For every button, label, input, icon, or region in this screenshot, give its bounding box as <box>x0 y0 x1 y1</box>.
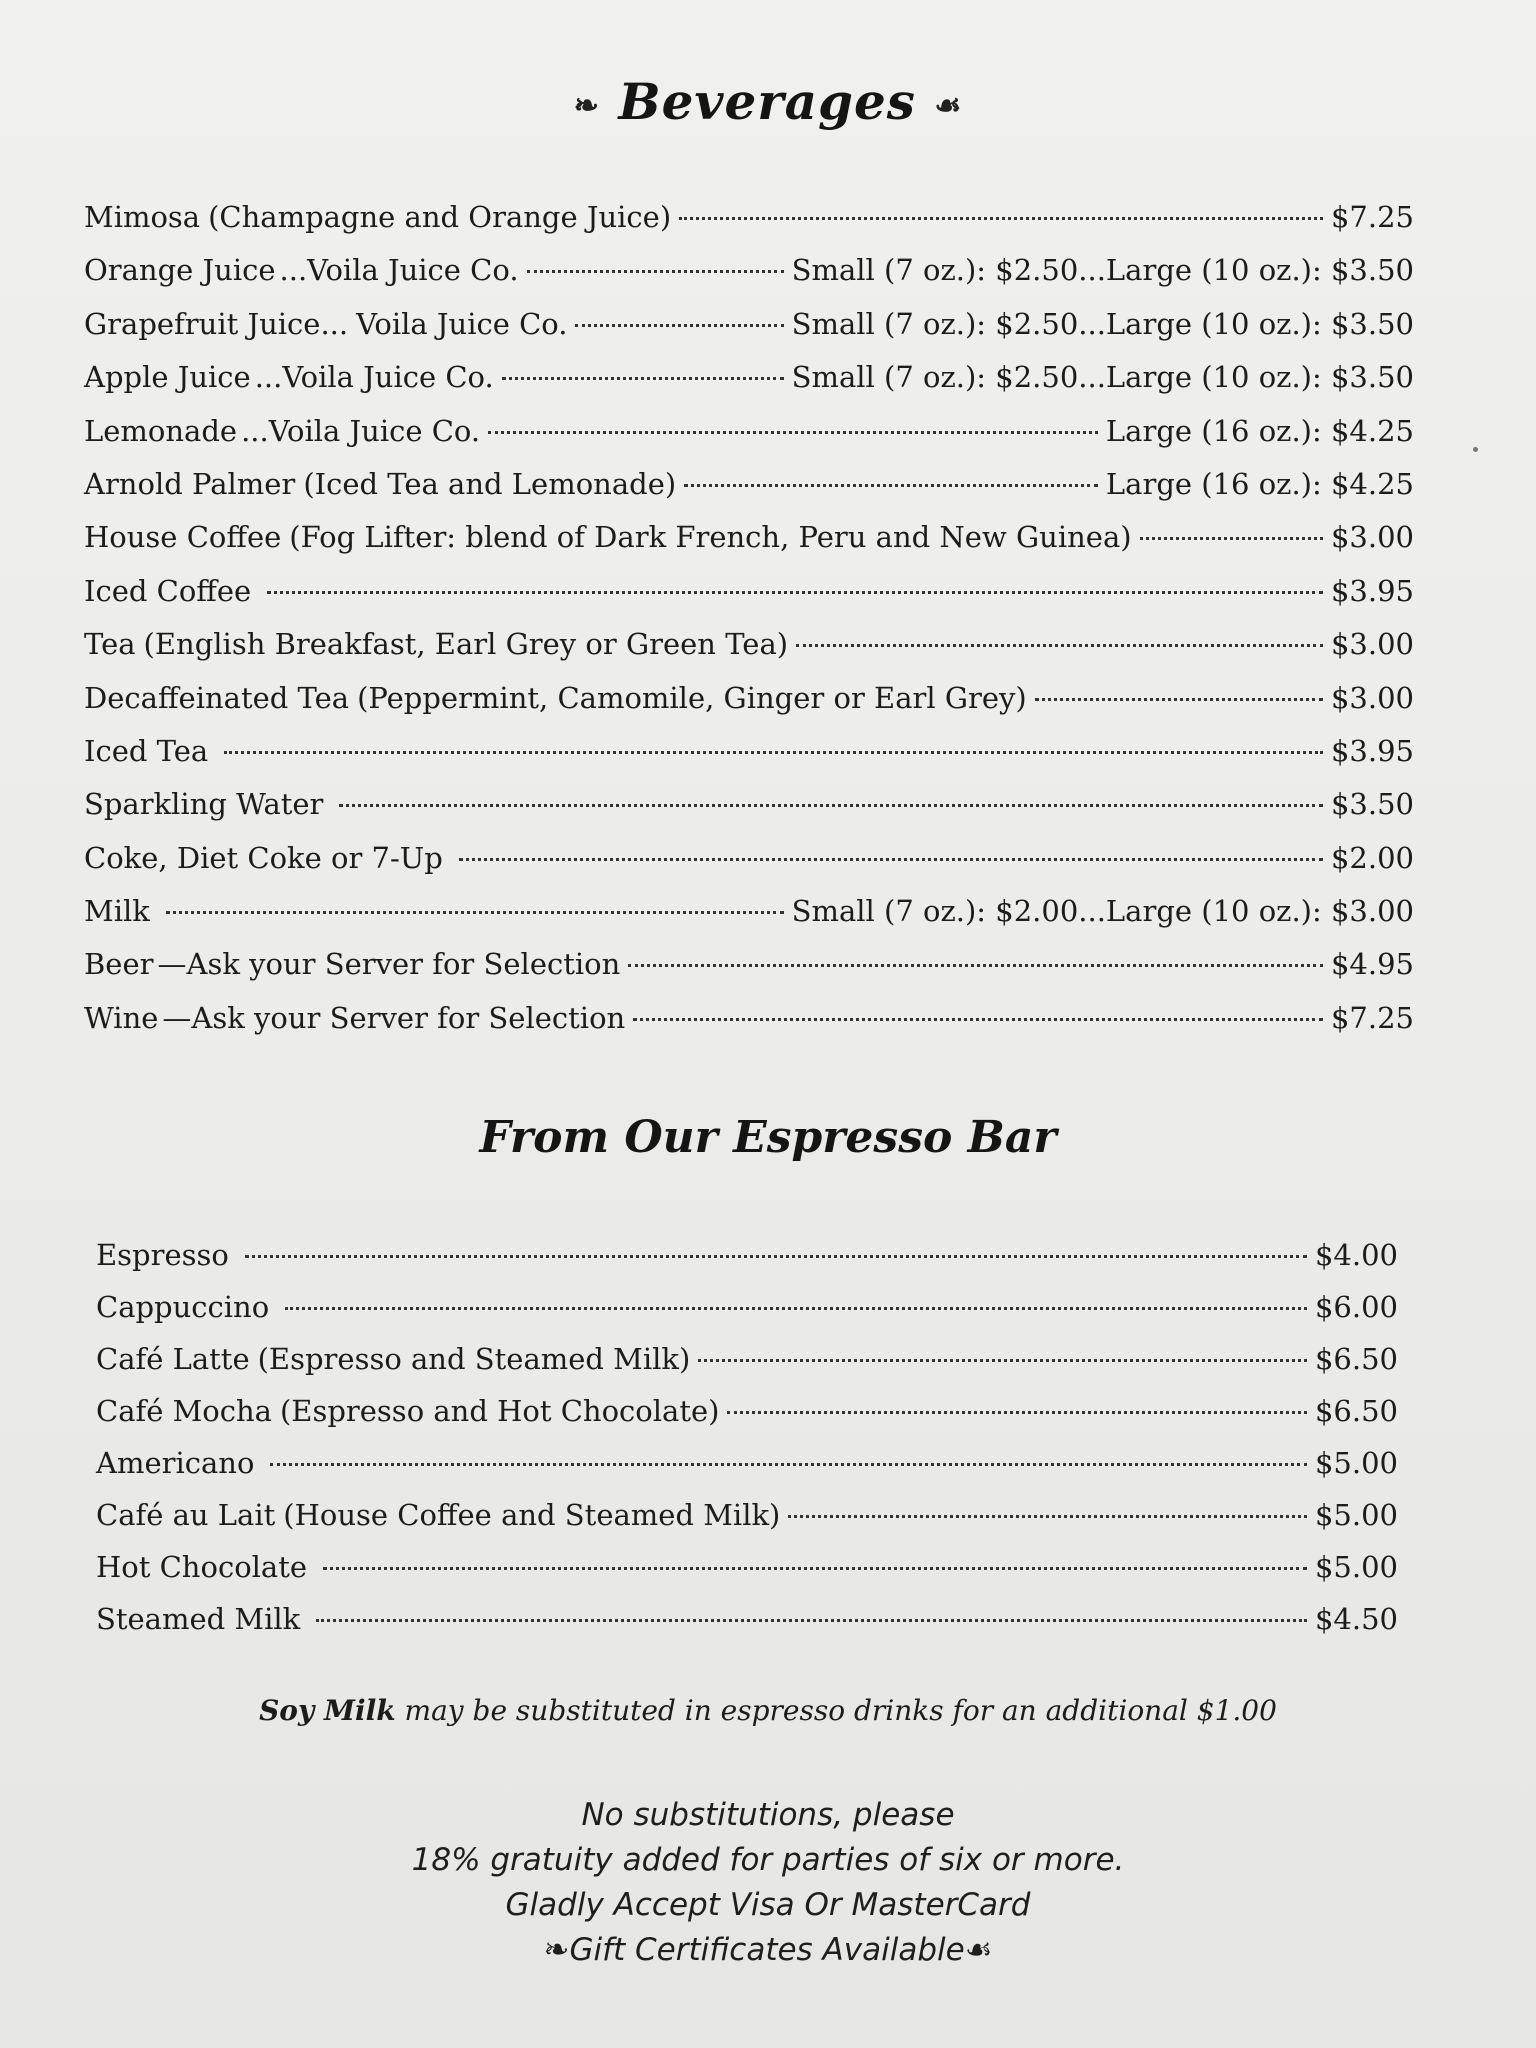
beverages-title <box>0 72 1536 131</box>
item-description: —Ask your Server for Selection <box>162 1000 626 1035</box>
menu-item <box>96 1238 1398 1290</box>
dot-leader <box>267 591 1323 594</box>
item-name: Sparkling Water <box>84 787 324 822</box>
dot-leader <box>245 1255 1307 1258</box>
item-price: $3.95 <box>1330 573 1414 608</box>
item-description: ...Voila Juice Co. <box>241 413 481 448</box>
footer-line-1: No substitutions, please <box>581 1797 955 1833</box>
dot-leader <box>502 377 784 380</box>
menu-item <box>84 414 1414 467</box>
footer-line-4-text: Gift Certificates Available <box>569 1932 965 1968</box>
item-description: (Espresso and Hot Chocolate) <box>279 1394 720 1428</box>
menu-item <box>84 360 1414 413</box>
item-name: Steamed Milk <box>96 1602 301 1636</box>
item-description: (Peppermint, Camomile, Ginger or Earl Grey) <box>357 680 1027 715</box>
item-name: Café au Lait <box>96 1498 276 1532</box>
dot-leader <box>270 1463 1307 1466</box>
item-name: Tea <box>84 627 136 662</box>
item-description: ...Voila Juice Co. <box>254 360 494 395</box>
item-name: Apple Juice <box>84 360 251 395</box>
item-price: $3.95 <box>1330 733 1414 768</box>
dot-leader <box>633 1018 1323 1021</box>
dot-leader <box>684 484 1098 487</box>
item-price: Small (7 oz.): $2.50...Large (10 oz.): $3.50 <box>791 360 1414 395</box>
item-price: $7.25 <box>1330 200 1414 234</box>
menu-item <box>84 200 1414 253</box>
espresso-title: From Our Espresso Bar <box>479 1112 1057 1163</box>
item-description: (House Coffee and Steamed Milk) <box>283 1498 781 1532</box>
item-name: Café Latte <box>96 1342 250 1376</box>
menu-item <box>84 574 1414 627</box>
item-name: Hot Chocolate <box>96 1550 308 1584</box>
dot-leader <box>166 911 784 914</box>
item-name: Mimosa <box>84 200 201 234</box>
item-price: $3.00 <box>1330 680 1414 715</box>
item-name: Lemonade <box>84 413 238 448</box>
menu-item <box>96 1394 1398 1446</box>
menu-item <box>84 894 1414 947</box>
item-price: Small (7 oz.): $2.00...Large (10 oz.): $3.00 <box>791 894 1414 929</box>
footer <box>0 1793 1536 1973</box>
paper-speck <box>1473 447 1478 452</box>
dot-leader <box>316 1619 1307 1622</box>
item-price: $4.95 <box>1330 947 1414 982</box>
dot-leader <box>1140 537 1323 540</box>
item-price: $2.00 <box>1330 840 1414 875</box>
dot-leader <box>796 644 1323 647</box>
dot-leader <box>727 1411 1307 1414</box>
footer-line-2: 18% gratuity added for parties of six or more. <box>411 1842 1125 1878</box>
item-description: (Champagne and Orange Juice) <box>208 200 672 234</box>
beverages-list <box>84 200 1414 1054</box>
item-price: Large (16 oz.): $4.25 <box>1105 466 1414 501</box>
item-name: Cappuccino <box>96 1290 270 1324</box>
item-price: $5.00 <box>1314 1498 1398 1532</box>
dot-leader <box>339 804 1323 807</box>
menu-item <box>96 1498 1398 1550</box>
menu-item <box>84 467 1414 520</box>
dot-leader <box>1035 698 1323 701</box>
menu-item <box>84 520 1414 573</box>
footer-flourish-right-icon: ☙ <box>964 1932 993 1968</box>
menu-item <box>96 1290 1398 1342</box>
soy-milk-note-text: may be substituted in espresso drinks for an additional $1.00 <box>395 1694 1277 1727</box>
item-price: $4.00 <box>1314 1238 1398 1272</box>
dot-leader <box>575 324 783 327</box>
menu-item <box>84 307 1414 360</box>
menu-item <box>84 253 1414 306</box>
menu-item <box>84 627 1414 680</box>
item-name: Coke, Diet Coke or 7-Up <box>84 840 443 875</box>
item-price: Large (16 oz.): $4.25 <box>1105 413 1414 448</box>
item-description: (Iced Tea and Lemonade) <box>303 466 677 501</box>
item-price: $3.50 <box>1330 787 1414 822</box>
item-price: $6.50 <box>1314 1394 1398 1428</box>
dot-leader <box>224 751 1323 754</box>
dot-leader <box>323 1567 1307 1570</box>
item-description: Voila Juice Co. <box>356 306 568 341</box>
item-price: $5.00 <box>1314 1550 1398 1584</box>
item-price: $5.00 <box>1314 1446 1398 1480</box>
menu-item <box>84 841 1414 894</box>
item-price: $6.50 <box>1314 1342 1398 1376</box>
item-name: Iced Coffee <box>84 573 252 608</box>
item-price: Small (7 oz.): $2.50...Large (10 oz.): $3.50 <box>791 253 1414 288</box>
espresso-list <box>96 1238 1398 1654</box>
dot-leader <box>459 858 1323 861</box>
footer-line-3: Gladly Accept Visa Or MasterCard <box>505 1887 1031 1923</box>
menu-item <box>96 1342 1398 1394</box>
item-name: Orange Juice <box>84 253 276 288</box>
dot-leader <box>527 270 784 273</box>
item-name: Café Mocha <box>96 1394 272 1428</box>
dot-leader <box>285 1307 1307 1310</box>
item-description: (Fog Lifter: blend of Dark French, Peru and New Guinea) <box>289 520 1132 555</box>
item-description: ...Voila Juice Co. <box>279 253 519 288</box>
flourish-right-icon: ☙ <box>934 88 963 124</box>
item-price: $4.50 <box>1314 1602 1398 1636</box>
beverages-title-text: Beverages <box>618 72 916 131</box>
item-price: $7.25 <box>1330 1000 1414 1035</box>
dot-leader <box>698 1359 1307 1362</box>
item-name: House Coffee <box>84 520 282 555</box>
dot-leader <box>488 431 1098 434</box>
menu-item <box>96 1550 1398 1602</box>
menu-item <box>96 1602 1398 1654</box>
item-name: Grapefruit Juice... <box>84 306 349 341</box>
item-price: $3.00 <box>1330 520 1414 555</box>
item-name: Beer <box>84 947 154 982</box>
item-name: Iced Tea <box>84 733 209 768</box>
menu-item <box>84 734 1414 787</box>
dot-leader <box>628 964 1323 967</box>
soy-milk-note <box>0 1694 1536 1727</box>
item-description: (Espresso and Steamed Milk) <box>257 1342 691 1376</box>
item-name: Americano <box>96 1446 255 1480</box>
footer-line-4 <box>0 1928 1536 1973</box>
item-name: Espresso <box>96 1238 229 1272</box>
footer-flourish-left-icon: ❧ <box>543 1932 570 1968</box>
menu-item <box>84 947 1414 1000</box>
dot-leader <box>788 1515 1307 1518</box>
menu-item <box>84 681 1414 734</box>
item-price: $3.00 <box>1330 627 1414 662</box>
item-name: Wine <box>84 1000 159 1035</box>
dot-leader <box>679 217 1323 220</box>
soy-milk-note-bold: Soy Milk <box>259 1694 396 1727</box>
menu-item <box>84 1001 1414 1054</box>
item-price: Small (7 oz.): $2.50...Large (10 oz.): $3.50 <box>791 306 1414 341</box>
item-name: Milk <box>84 894 150 929</box>
flourish-left-icon: ❧ <box>573 88 600 124</box>
item-price: $6.00 <box>1314 1290 1398 1324</box>
menu-item <box>96 1446 1398 1498</box>
item-description: —Ask your Server for Selection <box>157 947 621 982</box>
menu-item <box>84 787 1414 840</box>
item-description: (English Breakfast, Earl Grey or Green Tea) <box>143 627 789 662</box>
item-name: Decaffeinated Tea <box>84 680 350 715</box>
item-name: Arnold Palmer <box>84 466 296 501</box>
